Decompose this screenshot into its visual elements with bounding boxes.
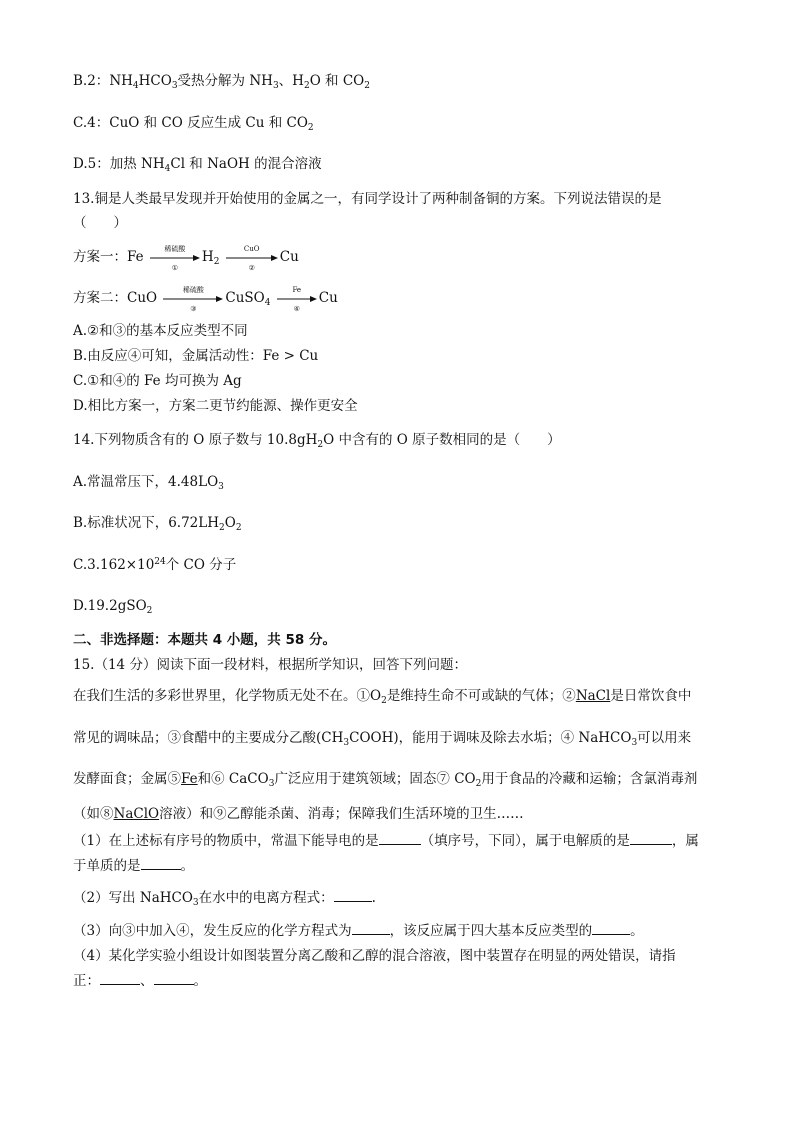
text: O 和 CO [309,73,365,89]
q13-option-d: D.相比方案一，方案二更节约能源、操作更安全 [73,398,358,414]
product: Cu [318,290,338,306]
text: 。 [193,973,207,989]
q15-intro: 15.（14 分）阅读下面一段材料，根据所学知识，回答下列问题： [73,657,467,673]
sub: 2 [364,81,370,91]
text: 加热 NH [109,156,165,172]
reaction-arrow [226,244,278,272]
answer-blank[interactable] [352,922,390,935]
reaction-arrow [163,285,223,313]
sub: 2 [307,123,314,133]
sub: 2 [381,696,387,706]
text: 于单质的是 [73,858,141,874]
text: 常见的调味品；③食醋中的主要成分乙酸(CH [73,730,344,746]
q15-passage-line-1 [73,687,691,705]
arrow-step: ③ [190,304,197,313]
text: CuO 和 CO 反应生成 Cu 和 CO [109,115,308,131]
sub: 2 [213,257,220,267]
q12-option-b [73,72,370,90]
q13-stem: 13.铜是人类最早发现并开始使用的金属之一，有同学设计了两种制备铜的方案。下列说法错误的是 [73,191,662,207]
plan-label: 方案二： [73,290,127,306]
q12-option-d [73,155,322,173]
text: B.标准状况下，6.72LH [73,515,220,531]
arrow-reagent: 稀硫酸 [164,244,186,253]
sub: 3 [343,738,350,748]
text: 、H [278,73,304,89]
reactant: CuO [127,290,158,306]
text: Cl 和 NaOH 的混合溶液 [170,156,322,172]
text: （4）某化学实验小组设计如图装置分离乙酸和乙醇的混合溶液，图中装置存在明显的两处错误，请指 [73,948,676,964]
q14-option-b [73,514,242,532]
text: 发酵面食；金属⑤ [73,771,181,787]
text: A.常温常压下，4.48LO [73,474,219,490]
q15-sub-4-cont [73,972,207,990]
arrow-reagent: Fe [292,285,302,294]
q15-passage-line-2 [73,729,691,747]
q13-option-a: A.②和③的基本反应类型不同 [73,323,248,339]
q14-option-a [73,473,224,491]
text: （1）在上述标有序号的物质中，常温下能导电的是 [73,833,379,849]
text: HCO [138,73,172,89]
text: COOH)，能用于调味及除去水垢；④ NaHCO [349,730,632,746]
text: 在水中的电离方程式： [198,890,334,906]
underlined-formula: NaClO [113,806,160,822]
text: 、 [140,973,154,989]
sub: 4 [264,298,271,308]
sup: 24 [154,557,166,567]
text: 个 CO 分子 [165,557,237,573]
text: 溶液）和⑨乙醇能杀菌、消毒；保障我们生活环境的卫生…… [159,806,524,822]
text: （3）向③中加入④，发生反应的化学方程式为 [73,923,352,939]
option-label: C.4： [73,115,110,131]
q15-sub-3 [73,922,644,940]
sub: 3 [218,482,224,492]
text: （如⑧ [73,806,114,822]
arrow-reagent: 稀硫酸 [182,285,204,294]
q15-passage-line-3 [73,770,697,788]
answer-blank[interactable] [100,972,140,985]
arrow-step: ④ [293,304,300,313]
option-label: D.5： [73,156,110,172]
sub: 2 [317,440,324,450]
q13-plan-1 [73,244,299,272]
text: 广泛应用于建筑领域；固态⑦ CO [274,771,476,787]
sub: 2 [146,606,153,616]
q13-option-c: C.①和④的 Fe 均可换为 Ag [73,373,242,389]
answer-blank[interactable] [592,922,630,935]
arrow-icon [150,254,200,262]
text: 14.下列物质含有的 O 原子数与 10.8gH [73,432,318,448]
intermediate: H [201,249,214,265]
sub: 2 [235,523,242,533]
text: 是维持生命不可或缺的气体；② [386,688,576,704]
text: C.3.162×10 [73,557,155,573]
sub: 2 [475,779,482,789]
sub: 3 [268,779,275,789]
arrow-reagent: CuO [243,244,260,253]
q15-passage-line-4 [73,805,524,823]
answer-blank[interactable] [630,832,672,845]
underlined-formula: NaCl [575,688,611,704]
text: 和⑥ CaCO [197,771,269,787]
arrow-icon [163,295,223,303]
product: Cu [279,249,299,265]
text: 可以用来 [637,730,692,746]
text: ，属 [671,833,699,849]
text: （填序号，下同），属于电解质的是 [420,833,630,849]
q13-option-b: B.由反应④可知，金属活动性：Fe > Cu [73,348,319,364]
sub: 3 [171,81,178,91]
sub: 4 [132,81,139,91]
sub: 2 [219,523,225,533]
plan-label: 方案一： [73,249,127,265]
q14-stem [73,431,561,449]
underlined-formula: Fe [181,771,198,787]
text: O 中含有的 O 原子数相同的是（ ） [323,432,561,448]
text: （2）写出 NaHCO [73,890,193,906]
text: . [371,890,376,906]
sub: 3 [192,898,199,908]
reactant: Fe [127,249,144,265]
answer-blank[interactable] [141,857,181,870]
text: O [224,515,236,531]
text: 。 [630,923,644,939]
text: ，该反应属于四大基本反应类型的 [389,923,593,939]
text: NH [109,73,133,89]
q12-option-c [73,114,314,132]
option-label: B.2： [73,73,110,89]
q15-sub-1 [73,832,699,850]
arrow-step: ② [248,263,255,272]
text: 受热分解为 NH [177,73,273,89]
q13-paren: （ ） [73,215,127,231]
q13-plan-2 [73,285,338,313]
sub: 3 [631,738,638,748]
text: 。 [180,858,194,874]
intermediate: CuSO [225,290,265,306]
sub: 2 [303,81,310,91]
arrow-step: ① [171,263,179,272]
q14-option-d [73,597,152,615]
answer-blank[interactable] [334,889,372,902]
text: 用于食品的冷藏和运输；含氯消毒剂 [481,771,698,787]
sub: 3 [272,81,279,91]
reaction-arrow [277,285,317,313]
arrow-icon [277,295,317,303]
q15-sub-1-cont [73,857,194,875]
q14-option-c [73,556,236,574]
answer-blank[interactable] [154,972,194,985]
q15-sub-4 [73,947,676,965]
text: D.19.2gSO [73,598,147,614]
arrow-icon [226,254,278,262]
text: 是日常饮食中 [610,688,692,704]
text: 正： [73,973,100,989]
section-heading: 二、非选择题：本题共 4 小题，共 58 分。 [73,632,336,648]
sub: 4 [164,164,171,174]
answer-blank[interactable] [379,832,421,845]
q15-sub-2 [73,889,376,907]
reaction-arrow [150,244,200,272]
text: 在我们生活的多彩世界里，化学物质无处不在。①O [73,688,382,704]
